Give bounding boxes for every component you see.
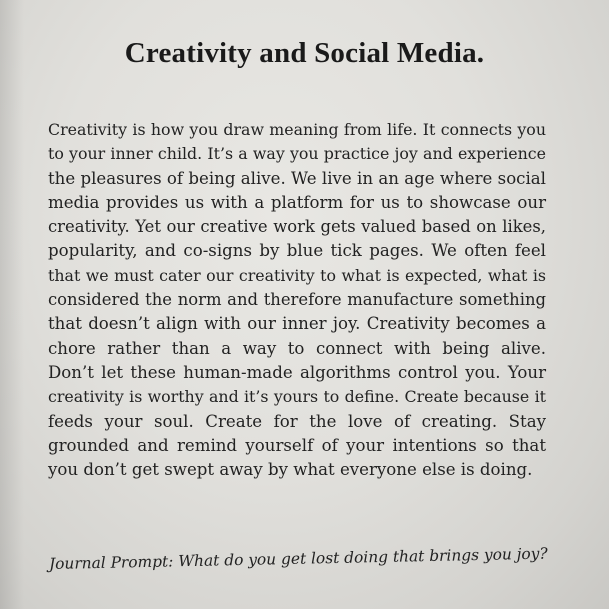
body-line: creativity. Yet our creative work gets valued based on likes, (48, 217, 546, 237)
body-paragraph (48, 118, 546, 482)
body-line: Creativity is how you draw meaning from life. It connects you (48, 120, 546, 139)
body-line: grounded and remind yourself of your intentions so that (48, 435, 546, 455)
body-line: chore rather than a way to connect with being alive. (48, 338, 546, 358)
body-line: the pleasures of being alive. We live in an age where social (48, 168, 546, 188)
body-line: considered the norm and therefore manufacture something (48, 290, 546, 310)
page-title: Creativity and Social Media. (124, 37, 485, 69)
body-line: that we must cater our creativity to what is expected, what is (48, 265, 546, 285)
body-line: creativity is worthy and it’s yours to define. Create because it (48, 387, 546, 407)
body-line: popularity, and co-signs by blue tick pages. We often feel (48, 241, 546, 261)
body-line: feeds your soul. Create for the love of creating. Stay (48, 411, 546, 431)
body-line: to your inner child. It’s a way you practice joy and experience (48, 144, 546, 164)
body-line: media provides us with a platform for us to showcase our (48, 192, 546, 212)
body-line: Don’t let these human-made algorithms control you. Your (48, 362, 546, 382)
journal-prompt: Journal Prompt: What do you get lost doing that brings you joy? (48, 544, 548, 573)
body-line: that doesn’t align with our inner joy. Creativity becomes a (48, 314, 546, 334)
body-line: you don’t get swept away by what everyone else is doing. (48, 460, 533, 480)
page-gutter-shadow (0, 0, 24, 609)
